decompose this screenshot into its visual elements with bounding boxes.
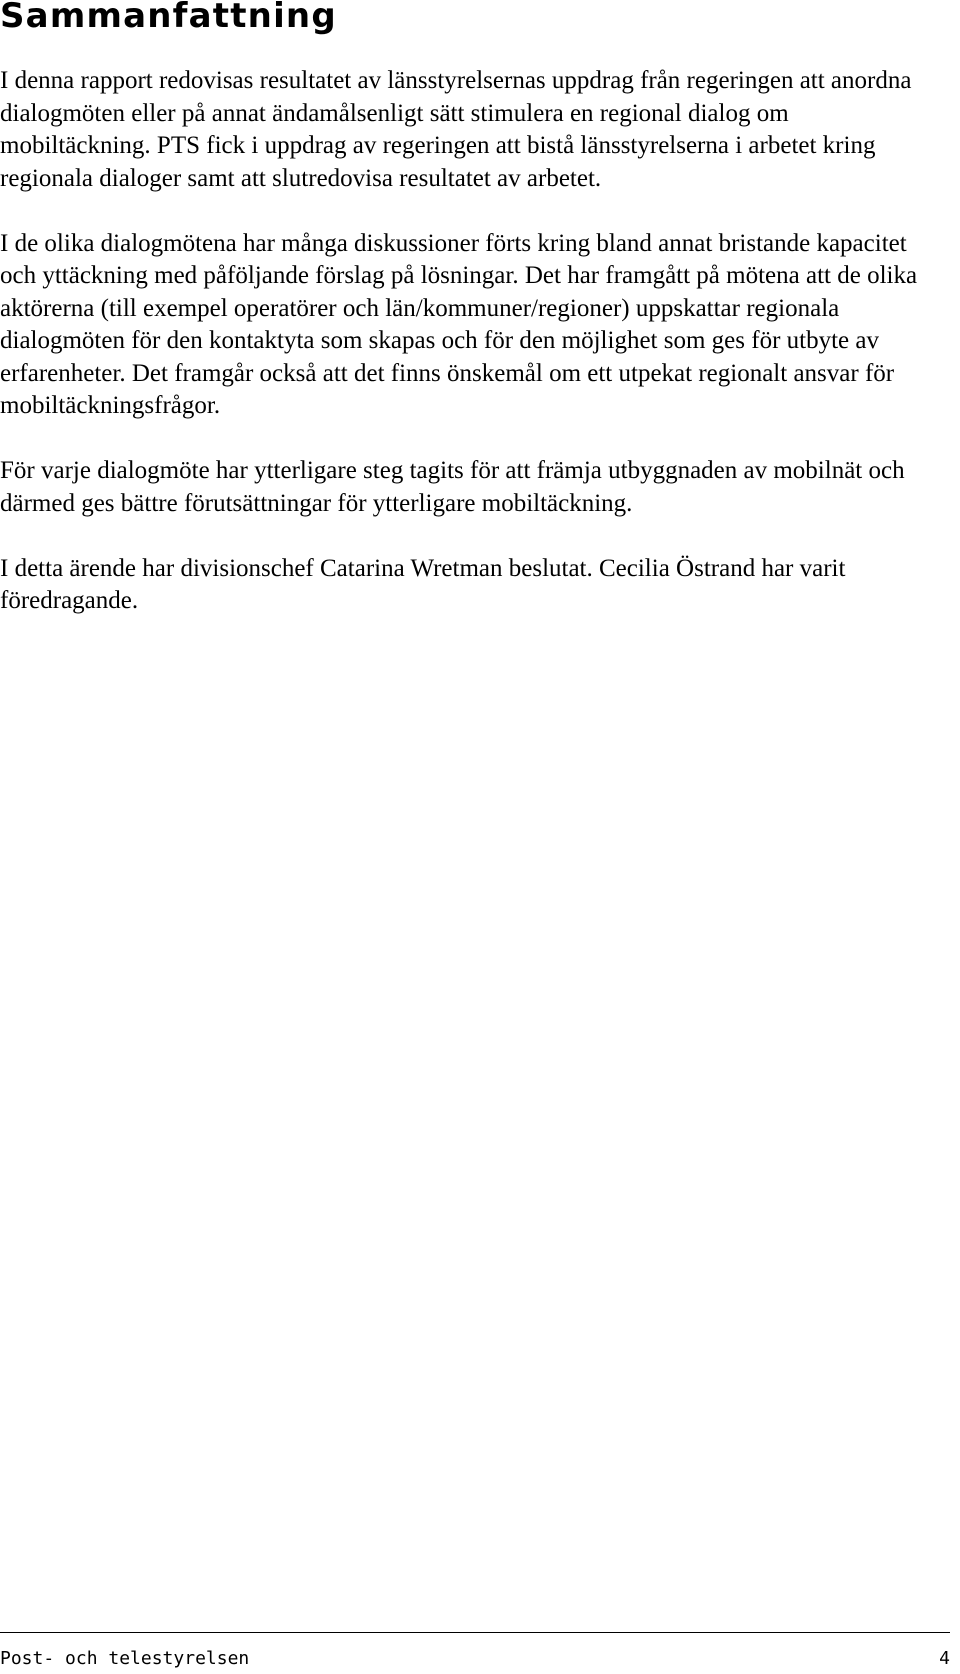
page-title: Sammanfattning: [0, 0, 337, 36]
paragraph-intro: I denna rapport redovisas resultatet av länsstyrelsernas uppdrag från regeringen att anordna dialogmöten eller på annat ändamålsenligt sätt stimulera en regional dialog om mobiltäckning. PTS fick i uppdrag av regeringen att bistå länsstyrelserna i arbetet kring regionala dialoger samt att slutredovisa resultatet av arbetet.: [0, 67, 912, 192]
summary-body: [0, 65, 920, 650]
footer-organization: Post- och telestyrelsen: [0, 1648, 250, 1669]
footer-divider: [0, 1632, 950, 1633]
paragraph-decision: I detta ärende har divisionschef Catarina Wretman beslutat. Cecilia Östrand har varit föredragande.: [0, 554, 846, 614]
footer-page-number: 4: [939, 1648, 950, 1669]
paragraph-next-steps: För varje dialogmöte har ytterligare steg tagits för att främja utbyggnaden av mobilnät och därmed ges bättre förutsättningar för ytterligare mobiltäckning.: [0, 457, 905, 517]
paragraph-discussions: I de olika dialogmötena har många diskussioner förts kring bland annat bristande kapacitet och yttäckning med påföljande förslag på lösningar. Det har framgått på mötena att de olika aktörerna (till exempel operatörer och län/kommuner/regioner) uppskattar regionala dialogmöten för den kontaktyta som skapas och för den möjlighet som ges för utbyte av erfarenheter. Det framgår också att det finns önskemål om ett utpekat regionalt ansvar för mobiltäckningsfrågor.: [0, 229, 918, 419]
